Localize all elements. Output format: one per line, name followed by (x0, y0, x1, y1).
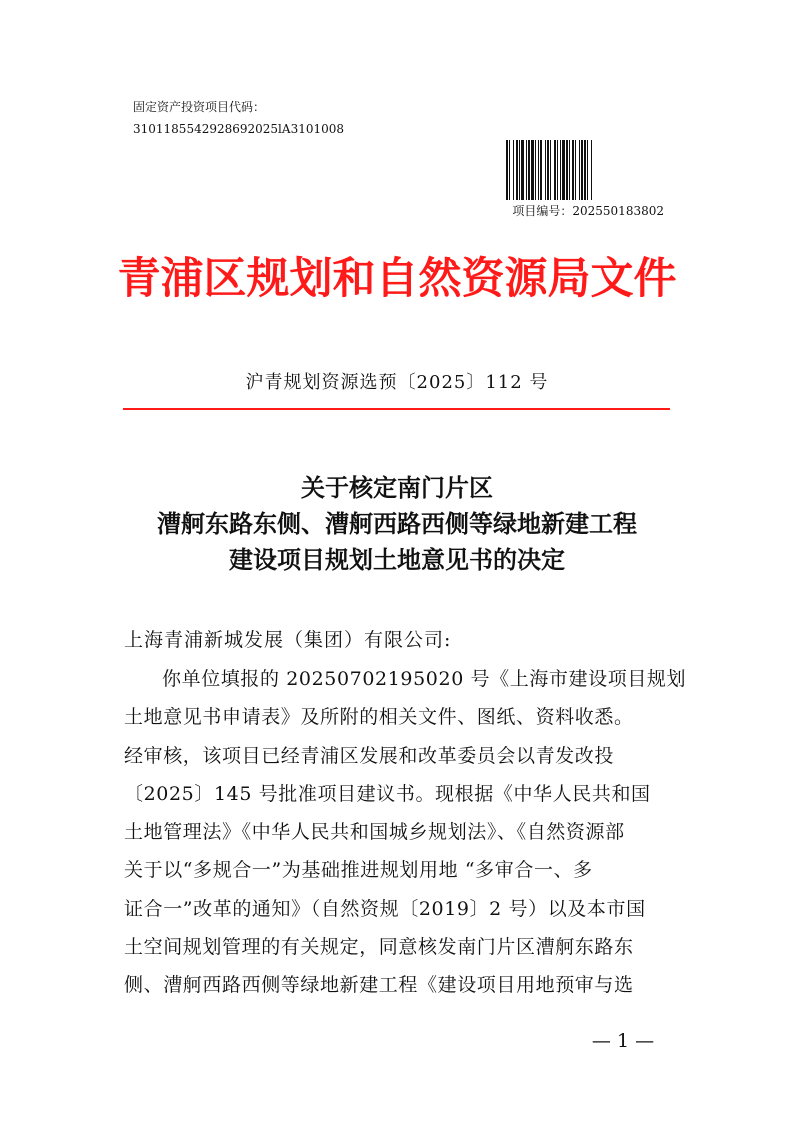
barcode-bar (581, 140, 583, 200)
document-number: 沪青规划资源选预〔2025〕112 号 (245, 372, 549, 393)
barcode-bar (545, 140, 546, 200)
barcode-bar (528, 140, 530, 200)
barcode-bar (506, 140, 508, 200)
barcode-bar (557, 140, 558, 200)
barcode-bar (516, 140, 518, 200)
document-title (90, 470, 704, 578)
barcode-bar (560, 140, 561, 200)
barcode-bar (519, 140, 520, 200)
barcode-bar (538, 140, 539, 200)
barcode-bar (591, 140, 592, 200)
body-line: 土地管理法》《中华人民共和国城乡规划法》、《自然资源部 (124, 821, 625, 844)
addressee: 上海青浦新城发展（集团）有限公司: (124, 629, 452, 651)
barcode-bar (550, 140, 551, 200)
header-red-rule (123, 408, 670, 410)
body-line: 证合一”改革的通知》（自然资规〔2019〕2 号）以及本市国 (124, 897, 646, 920)
document-title-line-3: 建设项目规划土地意见书的决定 (229, 545, 565, 574)
body-line: 土地意见书申请表》及所附的相关文件、图纸、资料收悉。 (124, 706, 634, 729)
body-line: 你单位填报的 20250702195020 号《上海市建设项目规划 (162, 668, 687, 690)
barcode-bar (535, 140, 536, 200)
barcode-bar (584, 140, 586, 200)
page-number: — 1 — (591, 1030, 655, 1052)
body-paragraph (124, 661, 687, 1006)
barcode-bar (579, 140, 580, 200)
body-line: 经审核，该项目已经青浦区发展和改革委员会以青发改投 (124, 744, 615, 767)
document-title-line-1: 关于核定南门片区 (301, 473, 493, 502)
body-line: 〔2025〕145 号批准项目建议书。现根据《中华人民共和国 (124, 782, 651, 805)
barcode-bar (575, 140, 576, 200)
barcode-bar (531, 140, 534, 200)
barcode-bar (566, 140, 568, 200)
project-code-value: 3101185542928692025lA3101008 (133, 122, 345, 136)
project-code-label: 固定资产投资项目代码： (133, 100, 266, 114)
barcode-bar (554, 140, 556, 200)
barcode-bar (572, 140, 574, 200)
body-line: 侧、漕舸西路西侧等绿地新建工程《建设项目用地预审与选 (124, 974, 634, 997)
barcode-bar (509, 140, 510, 200)
barcode-image (506, 140, 662, 200)
barcode-bar (540, 140, 542, 200)
barcode-bar (513, 140, 514, 200)
body-line: 土空间规划管理的有关规定，同意核发南门片区漕舸东路东 (124, 936, 634, 959)
barcode-bar (587, 140, 588, 200)
body-line: 关于以“多规合一”为基础推进规划用地 “多审合一、多 (124, 859, 593, 882)
document-title-line-2: 漕舸东路东侧、漕舸西路西侧等绿地新建工程 (157, 509, 637, 538)
barcode-bar (526, 140, 527, 200)
barcode-bar (547, 140, 549, 200)
document-header-title: 青浦区规划和自然资源局文件 (117, 256, 677, 303)
barcode-bar (569, 140, 570, 200)
barcode-bar (562, 140, 565, 200)
project-number: 项目编号：202550183802 (512, 204, 664, 218)
barcode-bar (521, 140, 524, 200)
